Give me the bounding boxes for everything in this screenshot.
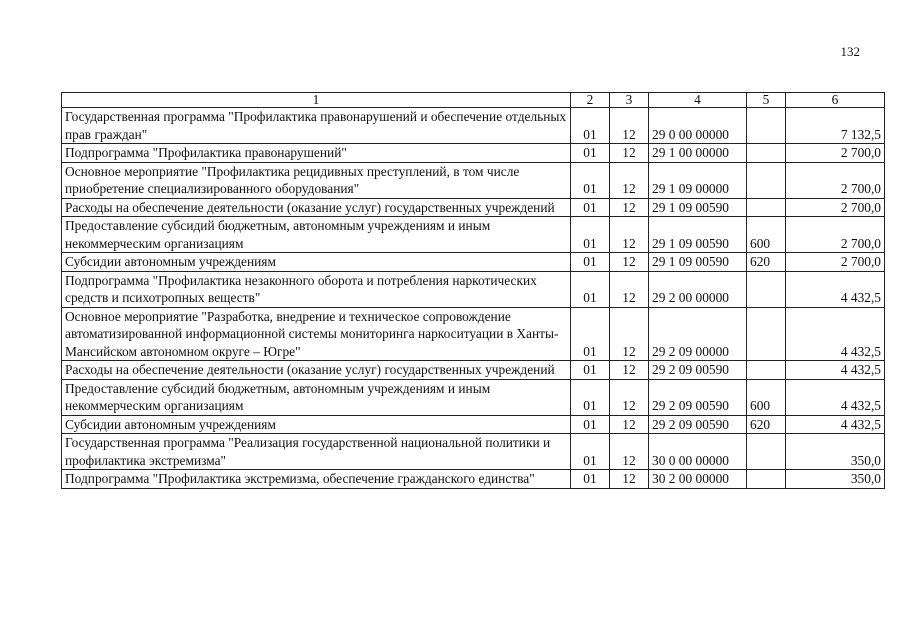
subsection-code: 12 — [610, 253, 649, 272]
row-description: Государственная программа "Реализация государственной национальной политики и профилактика экстремизма" — [62, 434, 571, 470]
expense-type-code — [747, 271, 786, 307]
amount-value: 4 432,5 — [786, 307, 885, 361]
section-code: 01 — [571, 271, 610, 307]
subsection-code: 12 — [610, 415, 649, 434]
expense-type-code: 600 — [747, 217, 786, 253]
section-code: 01 — [571, 108, 610, 144]
target-article-code: 29 0 00 00000 — [649, 108, 747, 144]
subsection-code: 12 — [610, 307, 649, 361]
column-header: 6 — [786, 93, 885, 108]
table-row — [62, 217, 885, 253]
expense-type-code — [747, 144, 786, 163]
table-row — [62, 379, 885, 415]
amount-value: 2 700,0 — [786, 198, 885, 217]
target-article-code: 29 2 09 00590 — [649, 361, 747, 380]
subsection-code: 12 — [610, 379, 649, 415]
target-article-code: 29 2 09 00590 — [649, 415, 747, 434]
section-code: 01 — [571, 307, 610, 361]
row-description: Подпрограмма "Профилактика правонарушений" — [62, 144, 571, 163]
expense-type-code: 620 — [747, 415, 786, 434]
amount-value: 4 432,5 — [786, 379, 885, 415]
table-row — [62, 198, 885, 217]
column-header: 1 — [62, 93, 571, 108]
amount-value: 4 432,5 — [786, 271, 885, 307]
row-description: Предоставление субсидий бюджетным, автономным учреждениям и иным некоммерческим организациям — [62, 217, 571, 253]
amount-value: 2 700,0 — [786, 144, 885, 163]
expense-type-code — [747, 361, 786, 380]
target-article-code: 29 1 09 00590 — [649, 198, 747, 217]
expense-type-code — [747, 198, 786, 217]
row-description: Основное мероприятие "Разработка, внедрение и техническое сопровождение автоматизированной информационной системы мониторинга наркоситуации в Ханты-Мансийском автономном округе – Югре" — [62, 307, 571, 361]
table-header-row — [62, 93, 885, 108]
target-article-code: 29 2 09 00590 — [649, 379, 747, 415]
expense-type-code: 600 — [747, 379, 786, 415]
expense-type-code — [747, 108, 786, 144]
row-description: Расходы на обеспечение деятельности (оказание услуг) государственных учреждений — [62, 198, 571, 217]
amount-value: 350,0 — [786, 470, 885, 489]
amount-value: 2 700,0 — [786, 217, 885, 253]
table-row — [62, 470, 885, 489]
section-code: 01 — [571, 217, 610, 253]
row-description: Основное мероприятие "Профилактика рецидивных преступлений, в том числе приобретение специализированного оборудования" — [62, 162, 571, 198]
target-article-code: 29 2 00 00000 — [649, 271, 747, 307]
amount-value: 4 432,5 — [786, 361, 885, 380]
row-description: Предоставление субсидий бюджетным, автономным учреждениям и иным некоммерческим организациям — [62, 379, 571, 415]
expense-type-code — [747, 470, 786, 489]
table-row — [62, 253, 885, 272]
column-header: 5 — [747, 93, 786, 108]
subsection-code: 12 — [610, 198, 649, 217]
column-header: 4 — [649, 93, 747, 108]
table-row — [62, 307, 885, 361]
table-row — [62, 361, 885, 380]
amount-value: 7 132,5 — [786, 108, 885, 144]
budget-table — [61, 92, 885, 489]
target-article-code: 29 1 00 00000 — [649, 144, 747, 163]
target-article-code: 29 2 09 00000 — [649, 307, 747, 361]
section-code: 01 — [571, 198, 610, 217]
row-description: Субсидии автономным учреждениям — [62, 415, 571, 434]
subsection-code: 12 — [610, 108, 649, 144]
target-article-code: 29 1 09 00000 — [649, 162, 747, 198]
section-code: 01 — [571, 470, 610, 489]
row-description: Расходы на обеспечение деятельности (оказание услуг) государственных учреждений — [62, 361, 571, 380]
section-code: 01 — [571, 415, 610, 434]
row-description: Субсидии автономным учреждениям — [62, 253, 571, 272]
amount-value: 2 700,0 — [786, 253, 885, 272]
column-header: 2 — [571, 93, 610, 108]
section-code: 01 — [571, 253, 610, 272]
section-code: 01 — [571, 434, 610, 470]
target-article-code: 29 1 09 00590 — [649, 217, 747, 253]
column-header: 3 — [610, 93, 649, 108]
amount-value: 2 700,0 — [786, 162, 885, 198]
subsection-code: 12 — [610, 434, 649, 470]
table-row — [62, 434, 885, 470]
table-row — [62, 162, 885, 198]
row-description: Государственная программа "Профилактика правонарушений и обеспечение отдельных прав граждан" — [62, 108, 571, 144]
expense-type-code — [747, 434, 786, 470]
subsection-code: 12 — [610, 144, 649, 163]
table-row — [62, 271, 885, 307]
expense-type-code — [747, 307, 786, 361]
subsection-code: 12 — [610, 271, 649, 307]
table-row — [62, 144, 885, 163]
target-article-code: 29 1 09 00590 — [649, 253, 747, 272]
expense-type-code — [747, 162, 786, 198]
target-article-code: 30 2 00 00000 — [649, 470, 747, 489]
table-row — [62, 108, 885, 144]
budget-table-body — [62, 93, 885, 489]
table-row — [62, 415, 885, 434]
subsection-code: 12 — [610, 217, 649, 253]
row-description: Подпрограмма "Профилактика экстремизма, обеспечение гражданского единства" — [62, 470, 571, 489]
section-code: 01 — [571, 144, 610, 163]
target-article-code: 30 0 00 00000 — [649, 434, 747, 470]
section-code: 01 — [571, 361, 610, 380]
section-code: 01 — [571, 379, 610, 415]
subsection-code: 12 — [610, 470, 649, 489]
subsection-code: 12 — [610, 162, 649, 198]
subsection-code: 12 — [610, 361, 649, 380]
row-description: Подпрограмма "Профилактика незаконного оборота и потребления наркотических средств и психотропных веществ" — [62, 271, 571, 307]
amount-value: 4 432,5 — [786, 415, 885, 434]
page-number: 132 — [840, 44, 860, 59]
expense-type-code: 620 — [747, 253, 786, 272]
section-code: 01 — [571, 162, 610, 198]
amount-value: 350,0 — [786, 434, 885, 470]
